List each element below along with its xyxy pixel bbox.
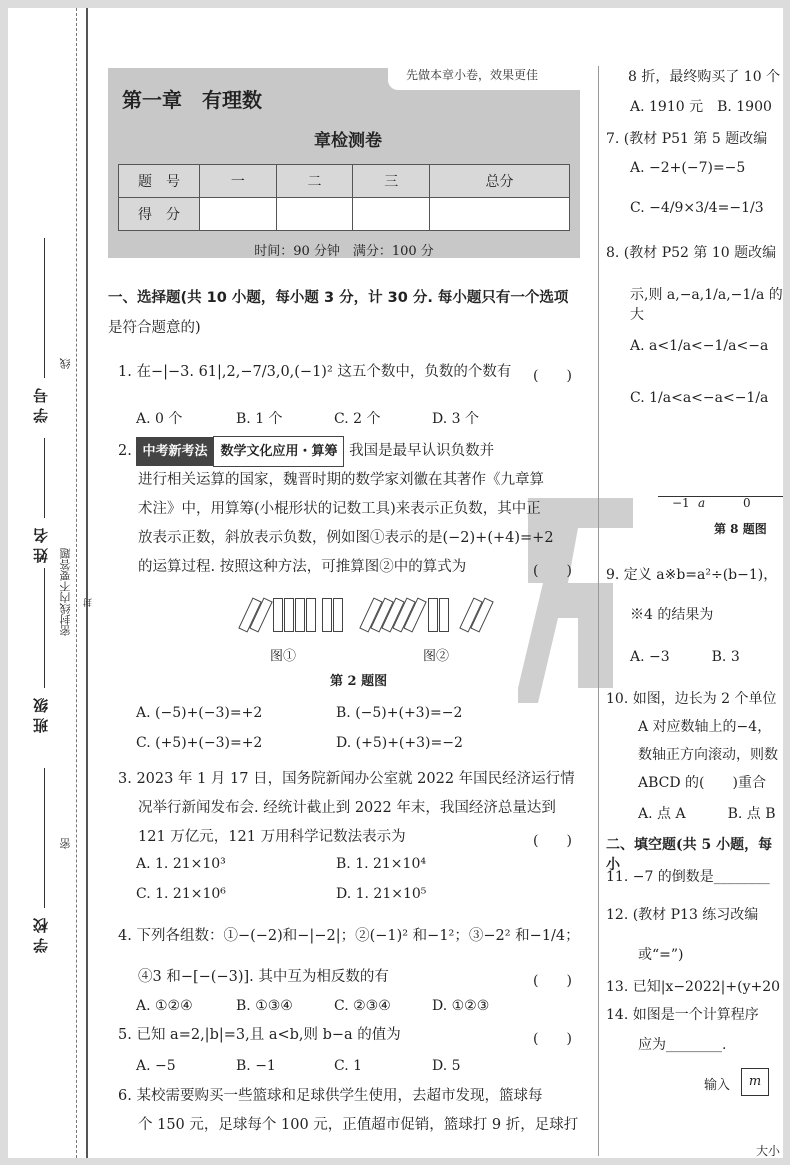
rod (439, 598, 449, 632)
q8-stem: 8. (教材 P52 第 10 题改编 (606, 245, 777, 261)
q2-line5: 的运算过程. 按照这种方法，可推算图②中的算式为 (138, 559, 467, 575)
q2-line1-text: 我国是最早认识负数并 (349, 443, 495, 459)
q3-option-d[interactable]: D. 1. 21×10⁵ (336, 886, 427, 902)
seal-mi: 密 (59, 838, 72, 849)
q10-stem-4: ABCD 的( )重合 (638, 775, 766, 791)
q6-continued: 8 折，最终购买了 10 个 (628, 69, 781, 85)
score-cell[interactable] (200, 198, 277, 231)
q5-option-c[interactable]: C. 1 (334, 1058, 363, 1074)
q4-option-c[interactable]: C. ②③④ (334, 998, 391, 1014)
q8-stem-2: 示,则 a,−a,1/a,−1/a 的大 (630, 287, 783, 323)
q6-line1: 6. 某校需要购买一些篮球和足球供学生使用，去超市发现，篮球每 (118, 1088, 543, 1104)
q1-option-c[interactable]: C. 2 个 (334, 411, 381, 427)
seal-feng: 封 (84, 598, 94, 607)
q2-line1 (118, 436, 494, 467)
q11-stem[interactable]: 11. −7 的倒数是________ (606, 869, 770, 885)
q9-stem-2: ※4 的结果为 (630, 607, 714, 623)
q5-option-b[interactable]: B. −1 (236, 1058, 276, 1074)
name-field[interactable] (44, 438, 45, 518)
q10-stem: 10. 如图，边长为 2 个单位 (606, 691, 777, 707)
q1-stem: 1. 在−|−3. 61|,2,−7/3,0,(−1)² 这五个数中，负数的个数有 (118, 364, 512, 380)
q3-option-a[interactable]: A. 1. 21×10³ (136, 856, 226, 872)
q7-option-c[interactable]: C. −4/9×3/4=−1/3 (630, 200, 764, 216)
q1-option-b[interactable]: B. 1 个 (236, 411, 283, 427)
q12-stem-2: 或“=”) (638, 947, 684, 963)
figure-1-label: 图① (270, 649, 297, 664)
rod (284, 598, 294, 632)
q2-line2: 进行相关运算的国家，魏晋时期的数学家刘徽在其著作《九章算 (138, 472, 544, 488)
header-tag: 先做本章小卷，效果更佳 (406, 68, 539, 82)
q3-line2: 况举行新闻发布会. 经统计截止到 2022 年末，我国经济总量达到 (138, 800, 556, 816)
section1-title (108, 284, 568, 313)
q2-option-d[interactable]: D. (+5)+(+3)=−2 (336, 735, 463, 751)
q8-option-a[interactable]: A. a<1/a<−1/a<−a (630, 338, 769, 354)
q1-answer-paren[interactable]: ( ) (533, 368, 572, 384)
section2-title: 二、填空题(共 5 小题，每小 (606, 837, 773, 873)
school-field[interactable] (44, 768, 45, 908)
q4-line1: 4. 下列各组数：①−(−2)和−|−2|；②(−1)² 和−1²；③−2² 和−1/4； (118, 928, 580, 944)
q3-line1: 3. 2023 年 1 月 17 日，国务院新闻办公室就 2022 年国民经济运行情 (118, 771, 575, 787)
q14-stem: 14. 如图是一个计算程序 (606, 1007, 759, 1023)
q2-option-b[interactable]: B. (−5)+(+3)=−2 (336, 705, 463, 721)
seal-warning: 密封线内不要答题 (59, 548, 72, 636)
seal-xian: 线 (59, 358, 72, 369)
rod (295, 598, 305, 632)
q12-stem: 12. (教材 P13 练习改编 (606, 907, 759, 923)
student-no-field[interactable] (44, 238, 45, 378)
score-cell[interactable] (353, 198, 430, 231)
score-header-cell: 总分 (430, 165, 570, 198)
q1-option-d[interactable]: D. 3 个 (432, 411, 479, 427)
q5-option-a[interactable]: A. −5 (136, 1058, 176, 1074)
corner-text: 大小 (756, 1144, 781, 1158)
student-no-label: 学 号 (32, 388, 50, 424)
rod (273, 598, 283, 632)
binding-margin (8, 8, 94, 1158)
q4-option-d[interactable]: D. ①②③ (432, 998, 490, 1014)
score-row-label: 得 分 (119, 198, 200, 231)
q10-options[interactable]: A. 点 A B. 点 B (638, 806, 776, 822)
score-header-cell: 题 号 (119, 165, 200, 198)
q9-stem: 9. 定义 a※b=a²÷(b−1)， (606, 567, 778, 583)
nl-label-minus1: −1 (672, 496, 690, 510)
q4-answer-paren[interactable]: ( ) (533, 973, 572, 989)
score-table (118, 164, 570, 231)
q2-caption: 第 2 题图 (330, 674, 388, 689)
q3-option-c[interactable]: C. 1. 21×10⁶ (136, 886, 226, 902)
q2-answer-paren[interactable]: ( ) (533, 563, 572, 579)
chapter-title: 第一章 有理数 (122, 88, 262, 112)
score-cell[interactable] (276, 198, 353, 231)
q6-line2: 个 150 元，足球每个 100 元，正值超市促销，篮球打 9 折，足球打 (138, 1117, 579, 1133)
q7-option-a[interactable]: A. −2+(−7)=−5 (630, 160, 746, 176)
q4-option-b[interactable]: B. ①③④ (236, 998, 293, 1014)
column-divider (598, 66, 599, 1156)
q2-option-a[interactable]: A. (−5)+(−3)=+2 (136, 705, 263, 721)
score-header-cell: 三 (353, 165, 430, 198)
q14-stem-2[interactable]: 应为________. (638, 1037, 727, 1053)
nl-label-a: a (698, 496, 706, 510)
nl-label-0: 0 (743, 496, 751, 510)
q3-option-b[interactable]: B. 1. 21×10⁴ (336, 856, 426, 872)
q10-stem-3: 数轴正方向滚动，则数 (638, 747, 778, 763)
q4-line2: ④3 和−[−(−3)]. 其中互为相反数的有 (138, 969, 389, 985)
q8-caption: 第 8 题图 (714, 522, 767, 536)
q5-stem: 5. 已知 a=2,|b|=3,且 a<b,则 b−a 的值为 (118, 1027, 401, 1043)
new-exam-badge: 中考新考法 (136, 437, 213, 466)
seal-line (76, 8, 77, 1158)
school-label: 学 校 (32, 918, 50, 954)
exam-page (8, 8, 783, 1158)
q8-option-c[interactable]: C. 1/a<a<−a<−1/a (630, 390, 769, 406)
time-info: 时间：90 分钟 满分：100 分 (254, 244, 434, 259)
q10-stem-2: A 对应数轴上的−4， (638, 719, 772, 735)
score-header-cell: 一 (200, 165, 277, 198)
rod (306, 598, 316, 632)
q4-option-a[interactable]: A. ①②④ (136, 998, 193, 1014)
q5-answer-paren[interactable]: ( ) (533, 1031, 572, 1047)
section1-title-text: 一、选择题(共 10 小题，每小题 3 分，计 30 分. 每小题只有一个选项 (108, 290, 569, 306)
q6-options[interactable]: A. 1910 元 B. 1900 (630, 99, 772, 115)
topic-badge: 数学文化应用・算筹 (213, 436, 344, 467)
score-cell[interactable] (430, 198, 570, 231)
margin-border (86, 8, 88, 1158)
score-header-cell: 二 (276, 165, 353, 198)
section1-title2: 是符合题意的) (108, 320, 201, 336)
rod (428, 598, 438, 632)
q2-number: 2. (118, 443, 132, 459)
q5-option-d[interactable]: D. 5 (432, 1058, 461, 1074)
q2-line4: 放表示正数，斜放表示负数，例如图①表示的是(−2)+(+4)=+2 (138, 530, 554, 546)
class-field[interactable] (44, 568, 45, 688)
q1-option-a[interactable]: A. 0 个 (136, 411, 183, 427)
exam-title: 章检测卷 (314, 131, 382, 151)
figure-2-label: 图② (423, 649, 450, 664)
name-label: 姓 名 (32, 528, 50, 564)
rod (322, 598, 332, 632)
rod (333, 598, 343, 632)
q13-stem: 13. 已知|x−2022|+(y+20 (606, 979, 781, 995)
q3-line3: 121 万亿元，121 万用科学记数法表示为 (138, 829, 406, 845)
q2-option-c[interactable]: C. (+5)+(−3)=+2 (136, 735, 263, 751)
q7-stem: 7. (教材 P51 第 5 题改编 (606, 131, 768, 147)
class-label: 班 级 (32, 698, 50, 734)
program-m-box: m (741, 1068, 769, 1096)
q2-line3: 术注》中，用算筹(小棍形状的记数工具)来表示正负数，其中正 (138, 501, 541, 517)
q9-options[interactable]: A. −3 B. 3 (630, 649, 740, 665)
q3-answer-paren[interactable]: ( ) (533, 833, 572, 849)
program-input-label: 输入 (704, 1078, 731, 1093)
